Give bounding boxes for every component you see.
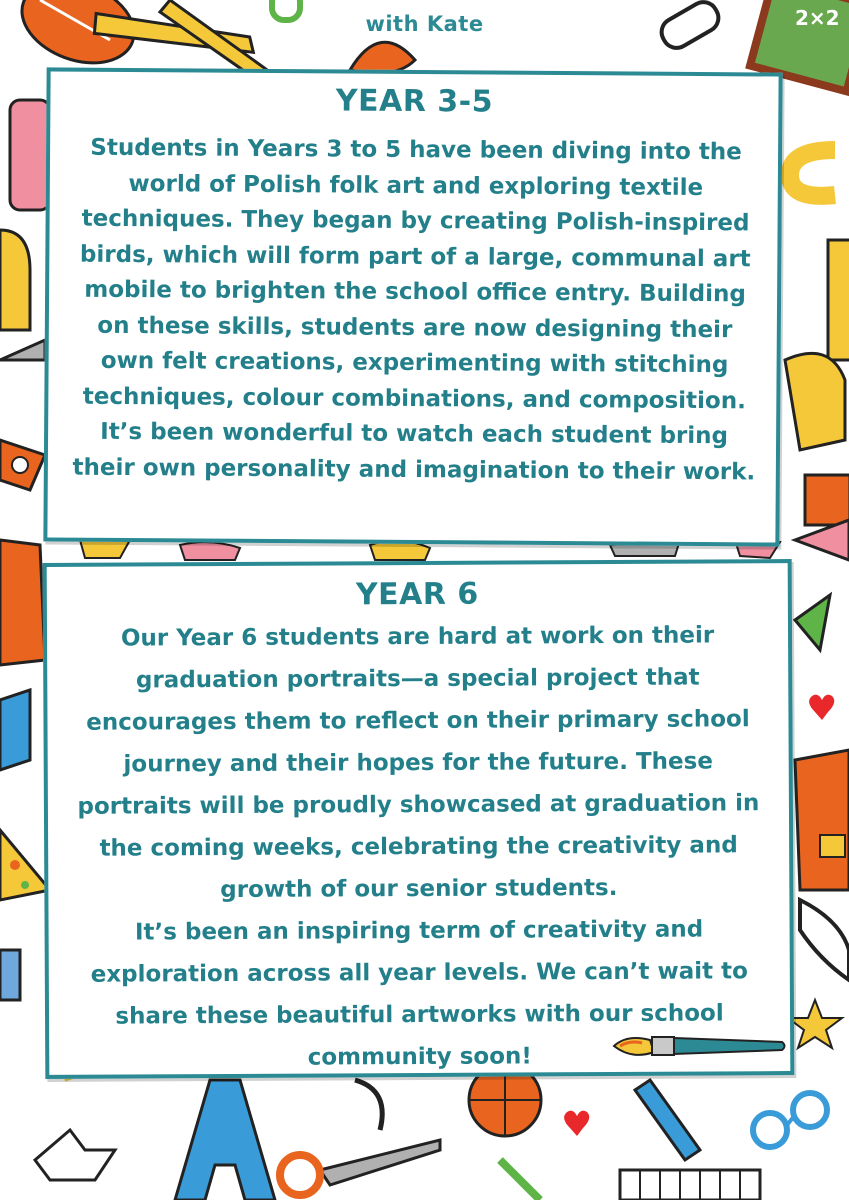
year-6-card bbox=[43, 559, 795, 1079]
magnet-icon bbox=[635, 1080, 700, 1160]
year-3-5-body: Students in Years 3 to 5 have been diving into the world of Polish folk art and exploring textile techniques. They began by creating Polish-inspired birds, which will form part of a large, communal art mobile to brighten the school office entry. Building on these skills, students are now designing their own felt creations, experimenting with stitching techniques, colour combinations, and composition. It’s been wonderful to watch each student bring their own personality and imagination to their work. bbox=[72, 134, 756, 485]
pizza-icon bbox=[0, 830, 50, 900]
year-6-title: YEAR 6 bbox=[355, 576, 479, 613]
year-6-closing: It’s been an inspiring term of creativity and exploration across all year levels. We can’t wait to share these beautiful artworks with our school community soon! bbox=[90, 916, 748, 1071]
scissors-icon bbox=[280, 1140, 440, 1195]
paintbrush-icon bbox=[612, 1026, 787, 1066]
year-6-body: Our Year 6 students are hard at work on their graduation portraits—a special project that encourages them to reflect on their primary school journey and their hopes for the future. These portraits will be proudly showcased at graduation in the coming weeks, celebrating the creativity and growth of our senior students. bbox=[77, 622, 760, 904]
glasses-icon bbox=[753, 1093, 827, 1147]
letter-a-icon bbox=[175, 1080, 275, 1200]
year-3-5-card bbox=[43, 67, 782, 546]
letter-c-icon bbox=[790, 150, 835, 196]
paper-boat-icon bbox=[35, 1130, 115, 1180]
chalkboard-text: 2×2 bbox=[795, 6, 840, 30]
header-caption: with Kate bbox=[365, 12, 484, 36]
star-icon bbox=[788, 1000, 842, 1048]
ruler-icon bbox=[828, 240, 849, 360]
rocket-icon bbox=[0, 440, 45, 490]
trophy-icon bbox=[785, 353, 849, 525]
year-3-5-title: YEAR 3-5 bbox=[335, 83, 494, 120]
